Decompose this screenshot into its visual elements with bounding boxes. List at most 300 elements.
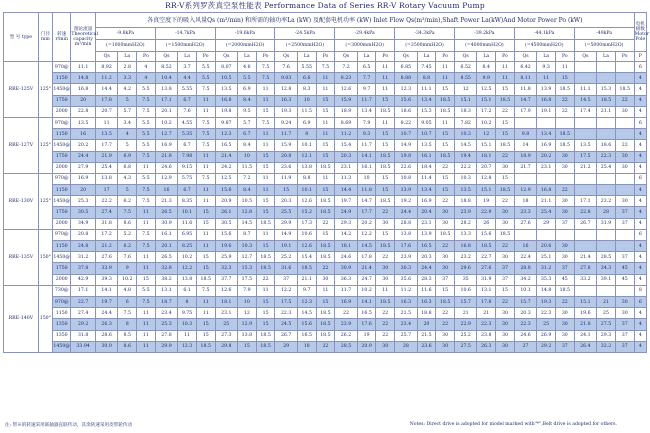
value-cell: 14.1	[95, 285, 117, 296]
header-vacuum: -19.6kPa	[215, 28, 275, 40]
value-cell: 7.5	[196, 129, 215, 140]
header-sub: Po	[615, 52, 634, 62]
value-cell: 11	[436, 62, 455, 73]
value-cell: 5.7	[118, 106, 137, 117]
value-cell: 4	[634, 263, 646, 274]
value-cell: 45	[615, 274, 634, 285]
speed-cell: 2000	[53, 162, 71, 173]
value-cell: 15.1	[477, 95, 496, 106]
model-cell: RRE-130V	[4, 173, 39, 229]
table-row	[4, 151, 647, 162]
value-cell: 18.5	[316, 196, 335, 207]
value-cell: 8.6	[118, 341, 137, 352]
value-cell: 30	[555, 162, 574, 173]
value-cell: 12.1	[297, 151, 316, 162]
value-cell	[574, 241, 596, 252]
header-sub: La	[178, 52, 197, 62]
value-cell: 17.3	[297, 218, 316, 229]
value-cell: 30	[555, 319, 574, 330]
value-cell: 28.8	[514, 263, 536, 274]
value-cell: 6.8	[118, 162, 137, 173]
value-cell: 23.1	[417, 218, 436, 229]
value-cell: 13.8	[95, 173, 117, 184]
header-vacuum: -44.1kPa	[514, 28, 574, 40]
value-cell: 31.8	[95, 218, 117, 229]
value-cell: 37	[555, 218, 574, 229]
header-motor-pole: 电机 极数 Motor Pole	[634, 13, 646, 52]
value-cell: 22	[615, 95, 634, 106]
value-cell: 11	[137, 341, 156, 352]
value-cell: 18.5	[256, 330, 275, 341]
value-cell: 15	[196, 330, 215, 341]
value-cell: 26.5	[155, 207, 177, 218]
value-cell: 18.1	[477, 151, 496, 162]
value-cell: 25.4	[537, 207, 556, 218]
value-cell: 15	[256, 162, 275, 173]
value-cell: 15.6	[297, 319, 316, 330]
value-cell: 12.8	[238, 207, 257, 218]
table-row	[4, 129, 647, 140]
value-cell: 10.3	[454, 129, 476, 140]
value-cell: 7.5	[137, 196, 156, 207]
value-cell: 15	[436, 140, 455, 151]
header-sub: Qs	[574, 52, 596, 62]
value-cell: 26.2	[335, 330, 357, 341]
value-cell: 22	[376, 319, 395, 330]
value-cell: 22.2	[95, 196, 117, 207]
capacity-cell: 20	[71, 185, 96, 196]
value-cell: 12.9	[238, 319, 257, 330]
value-cell: 7.9	[357, 117, 376, 128]
value-cell: 18.5	[436, 229, 455, 240]
value-cell: 11	[137, 263, 156, 274]
value-cell: 23.1	[335, 162, 357, 173]
value-cell: 5.55	[297, 62, 316, 73]
performance-table	[3, 12, 647, 353]
value-cell: 22	[496, 296, 515, 307]
value-cell	[574, 117, 596, 128]
value-cell: 21	[597, 296, 616, 307]
model-cell: RRE-125V	[4, 62, 39, 118]
value-cell: 36.3	[335, 274, 357, 285]
value-cell: 18.5	[555, 140, 574, 151]
value-cell: 22.8	[574, 207, 596, 218]
value-cell: 22	[436, 196, 455, 207]
header-mmh2o: (=5000mmH2O)	[574, 40, 634, 52]
capacity-cell: 20.2	[71, 140, 96, 151]
value-cell: 18.5	[436, 95, 455, 106]
value-cell: 10.1	[178, 207, 197, 218]
value-cell: 30	[436, 330, 455, 341]
value-cell: 18.6	[597, 140, 616, 151]
value-cell: 6.9	[238, 84, 257, 95]
value-cell: 11	[256, 173, 275, 184]
value-cell: 11	[137, 330, 156, 341]
header-mmh2o: (=2500mmH2O)	[275, 40, 335, 52]
value-cell: 30	[496, 308, 515, 319]
table-row	[4, 241, 647, 252]
value-cell: 10.3	[178, 319, 197, 330]
value-cell: 15.6	[477, 229, 496, 240]
table-row	[4, 285, 647, 296]
value-cell: 11.7	[357, 95, 376, 106]
value-cell: 37	[496, 274, 515, 285]
value-cell: 11	[436, 73, 455, 84]
value-cell: 19.6	[574, 308, 596, 319]
value-cell: 30	[436, 252, 455, 263]
value-cell: 22	[316, 263, 335, 274]
value-cell: 18.5	[436, 151, 455, 162]
value-cell: 5.35	[178, 129, 197, 140]
header-sub: Qs	[335, 52, 357, 62]
value-cell: 7.5	[137, 106, 156, 117]
value-cell	[555, 229, 574, 240]
value-cell: 37.7	[215, 274, 237, 285]
speed-cell: 1150	[53, 185, 71, 196]
capacity-cell: 20	[71, 95, 96, 106]
value-cell: 30	[496, 162, 515, 173]
value-cell: 15.6	[215, 229, 237, 240]
value-cell: 10.5	[238, 196, 257, 207]
capacity-cell: 17.1	[71, 285, 96, 296]
value-cell: 18.5	[256, 218, 275, 229]
value-cell: 25.4	[95, 162, 117, 173]
value-cell: 30	[316, 274, 335, 285]
value-cell: 16.5	[215, 140, 237, 151]
value-cell: 18.1	[335, 241, 357, 252]
value-cell: 30	[615, 151, 634, 162]
value-cell: 4	[137, 73, 156, 84]
value-cell	[615, 285, 634, 296]
value-cell: 34.3	[597, 263, 616, 274]
value-cell: 21.8	[574, 319, 596, 330]
value-cell	[615, 229, 634, 240]
value-cell: 12.2	[178, 263, 197, 274]
header-sub: Po	[555, 52, 574, 62]
value-cell: 4	[634, 241, 646, 252]
value-cell: 15.4	[297, 252, 316, 263]
value-cell: 7.7	[357, 73, 376, 84]
value-cell: 22	[436, 241, 455, 252]
value-cell: 11	[555, 62, 574, 73]
value-cell: 32.3	[215, 263, 237, 274]
value-cell: 15.2	[297, 207, 316, 218]
header-vacuum: -9.8kPa	[95, 28, 155, 40]
value-cell: 21.9	[95, 151, 117, 162]
value-cell: 10.1	[514, 285, 536, 296]
value-cell: 6	[118, 296, 137, 307]
value-cell: 14.1	[357, 151, 376, 162]
table-row	[4, 218, 647, 229]
value-cell: 11.5	[297, 106, 316, 117]
value-cell: 25.5	[275, 207, 297, 218]
value-cell: 22.9	[477, 207, 496, 218]
header-sub: La	[238, 52, 257, 62]
value-cell: 18.5	[256, 341, 275, 352]
value-cell: 10.2	[178, 252, 197, 263]
value-cell: 11	[196, 95, 215, 106]
value-cell: 30	[496, 330, 515, 341]
value-cell: 19.3	[537, 296, 556, 307]
value-cell: 10.7	[417, 129, 436, 140]
port-cell: 125°	[38, 173, 52, 229]
value-cell: 18.9	[514, 151, 536, 162]
value-cell: 20.1	[155, 241, 177, 252]
value-cell: 12.3	[178, 341, 197, 352]
value-cell: 15	[436, 84, 455, 95]
value-cell: 18.5	[555, 84, 574, 95]
value-cell: 15	[496, 285, 515, 296]
value-cell: 22.3	[275, 308, 297, 319]
value-cell: 22	[436, 162, 455, 173]
header-condition-title: 各真空度下的吸入风量Qs (m³/min) 和所需的轴功率La (kW) 及配套电机功率 (kW) Inlet Flow Qs(m³/min),Shaft Power La(kW)And Motor Power Po (kW)	[95, 13, 634, 28]
value-cell: 23.6	[417, 341, 436, 352]
value-cell: 17.1	[574, 196, 596, 207]
value-cell: 22.2	[454, 162, 476, 173]
capacity-cell: 29.2	[71, 319, 96, 330]
header-vacuum: -29.4kPa	[335, 28, 395, 40]
value-cell: 5	[118, 185, 137, 196]
value-cell: 22.3	[597, 151, 616, 162]
value-cell: 11.8	[514, 84, 536, 95]
value-cell: 27.6	[477, 263, 496, 274]
value-cell: 20.3	[275, 196, 297, 207]
value-cell: 21.4	[357, 263, 376, 274]
value-cell: 15	[196, 218, 215, 229]
value-cell: 15	[196, 252, 215, 263]
value-cell	[597, 285, 616, 296]
value-cell: 18.9	[335, 106, 357, 117]
value-cell: 15	[436, 173, 455, 184]
value-cell: 21.1	[297, 274, 316, 285]
value-cell: 30	[376, 274, 395, 285]
value-cell: 30.9	[155, 218, 177, 229]
value-cell: 12.7	[238, 252, 257, 263]
capacity-cell: 30.5	[71, 207, 96, 218]
header-sub: Po	[256, 52, 275, 62]
value-cell: 22	[436, 308, 455, 319]
value-cell: 15	[376, 129, 395, 140]
header-sub: La	[417, 52, 436, 62]
header-sub: La	[597, 52, 616, 62]
value-cell: 9.3	[537, 62, 556, 73]
speed-cell: 970@	[53, 229, 71, 240]
value-cell: 11	[196, 241, 215, 252]
value-cell: 4	[634, 151, 646, 162]
value-cell: 27.8	[574, 263, 596, 274]
value-cell: 11	[316, 285, 335, 296]
value-cell: 19.7	[95, 296, 117, 307]
header-mmh2o: (=3500mmH2O)	[395, 40, 455, 52]
speed-cell: 1450@	[53, 252, 71, 263]
capacity-cell: 31.8	[71, 330, 96, 341]
value-cell: 11	[196, 196, 215, 207]
value-cell: 5.2	[118, 229, 137, 240]
value-cell: 15	[376, 95, 395, 106]
value-cell: 5.5	[137, 117, 156, 128]
capacity-cell: 16.9	[71, 173, 96, 184]
value-cell: 12.8	[275, 84, 297, 95]
value-cell: 22.3	[477, 319, 496, 330]
value-cell: 15.7	[514, 296, 536, 307]
value-cell: 13.5	[574, 140, 596, 151]
header-sub: La	[357, 52, 376, 62]
value-cell: 11	[196, 296, 215, 307]
value-cell: 18.5	[316, 319, 335, 330]
speed-cell: 1450@	[53, 341, 71, 352]
value-cell: 15.4	[335, 140, 357, 151]
header-vacuum: -39.2kPa	[454, 28, 514, 40]
value-cell: 5.55	[178, 84, 197, 95]
value-cell: 12.3	[395, 84, 417, 95]
value-cell: 18.3	[454, 106, 476, 117]
value-cell	[574, 62, 596, 73]
value-cell: 11	[137, 162, 156, 173]
value-cell: 15	[256, 319, 275, 330]
value-cell	[514, 117, 536, 128]
value-cell: 15	[238, 341, 257, 352]
value-cell: 10.3	[238, 241, 257, 252]
value-cell: 9.03	[275, 73, 297, 84]
value-cell: 11.4	[417, 173, 436, 184]
value-cell: 15	[436, 285, 455, 296]
value-cell: 30	[555, 330, 574, 341]
value-cell: 15.3	[597, 84, 616, 95]
value-cell: 18.8	[454, 196, 476, 207]
value-cell: 25.1	[537, 252, 556, 263]
value-cell: 30	[555, 308, 574, 319]
port-cell: 125°	[38, 117, 52, 173]
value-cell: 24.1	[574, 330, 596, 341]
value-cell: 5.5	[137, 84, 156, 95]
value-cell: 21.4	[215, 151, 237, 162]
value-cell: 18.5	[376, 196, 395, 207]
value-cell: 11	[256, 185, 275, 196]
capacity-cell: 24.8	[71, 241, 96, 252]
value-cell: 8.88	[395, 73, 417, 84]
value-cell: 12	[477, 129, 496, 140]
value-cell: 3.4	[118, 117, 137, 128]
value-cell: 22	[555, 185, 574, 196]
value-cell: 4.55	[178, 117, 197, 128]
header-vacuum: -49kPa	[574, 28, 634, 40]
value-cell	[615, 117, 634, 128]
value-cell: 37	[555, 341, 574, 352]
value-cell: 30	[555, 151, 574, 162]
value-cell: 19.1	[275, 241, 297, 252]
value-cell: 9.24	[275, 117, 297, 128]
value-cell: 16.9	[417, 196, 436, 207]
value-cell: 30	[436, 218, 455, 229]
value-cell: 14.8	[537, 285, 556, 296]
value-cell: 24.4	[417, 263, 436, 274]
value-cell: 4	[634, 106, 646, 117]
value-cell: 7.5	[196, 84, 215, 95]
value-cell: 11	[316, 73, 335, 84]
value-cell: 16.5	[297, 330, 316, 341]
value-cell	[514, 229, 536, 240]
value-cell: 4.3	[118, 173, 137, 184]
value-cell: 29.9	[155, 341, 177, 352]
value-cell: 28.2	[454, 218, 476, 229]
value-cell: 13.8	[297, 162, 316, 173]
value-cell: 8.6	[118, 218, 137, 229]
value-cell: 13.8	[178, 274, 197, 285]
value-cell	[615, 129, 634, 140]
value-cell: 14.4	[335, 185, 357, 196]
value-cell: 16.9	[335, 296, 357, 307]
value-cell: 24.6	[335, 252, 357, 263]
value-cell: 14.5	[357, 241, 376, 252]
value-cell: 30.3	[395, 263, 417, 274]
value-cell: 11	[196, 162, 215, 173]
value-cell: 15	[436, 129, 455, 140]
value-cell: 18.5	[555, 285, 574, 296]
value-cell: 29.3	[597, 330, 616, 341]
value-cell: 12.6	[215, 285, 237, 296]
value-cell: 12.3	[215, 129, 237, 140]
value-cell: 12	[454, 84, 476, 95]
value-cell: 11	[316, 173, 335, 184]
value-cell: 18.5	[316, 252, 335, 263]
header-mmh2o: (=1500mmH2O)	[155, 40, 215, 52]
header-sub: Qs	[454, 52, 476, 62]
value-cell: 7.2	[238, 173, 257, 184]
model-cell: RRE-140V	[4, 285, 39, 352]
value-cell: 23.9	[335, 319, 357, 330]
header-sub: La	[477, 52, 496, 62]
table-row	[4, 296, 647, 307]
value-cell: 13.3	[454, 229, 476, 240]
header-model: 型 号 type	[4, 13, 39, 62]
value-cell: 18.5	[376, 162, 395, 173]
value-cell: 15.1	[477, 185, 496, 196]
value-cell: 30	[615, 162, 634, 173]
value-cell: 25.3	[155, 319, 177, 330]
speed-cell: 970@	[53, 62, 71, 73]
value-cell: 17.7	[95, 140, 117, 151]
table-row	[4, 62, 647, 73]
value-cell: 29.9	[275, 218, 297, 229]
value-cell: 10.2	[477, 117, 496, 128]
speed-cell: 1750	[53, 207, 71, 218]
value-cell: 15	[196, 319, 215, 330]
value-cell: 13.8	[155, 84, 177, 95]
value-cell: 24.4	[395, 207, 417, 218]
value-cell: 18.5	[496, 229, 515, 240]
value-cell: 4	[634, 341, 646, 352]
value-cell: 29	[537, 218, 556, 229]
value-cell: 30	[615, 296, 634, 307]
value-cell: 7.98	[178, 151, 197, 162]
value-cell: 32.8	[155, 263, 177, 274]
value-cell: 18.5	[436, 106, 455, 117]
value-cell: 2.8	[118, 62, 137, 73]
value-cell: 8.69	[335, 117, 357, 128]
value-cell: 16	[514, 241, 536, 252]
value-cell: 22.7	[477, 252, 496, 263]
value-cell: 26.4	[574, 341, 596, 352]
value-cell: 45	[555, 274, 574, 285]
value-cell: 7.2	[335, 62, 357, 73]
speed-cell: 2000	[53, 218, 71, 229]
value-cell: 15	[256, 241, 275, 252]
value-cell: 26.7	[574, 218, 596, 229]
value-cell: 13.4	[417, 185, 436, 196]
value-cell: 8.92	[95, 62, 117, 73]
value-cell: 29.2	[537, 341, 556, 352]
value-cell: 11	[137, 319, 156, 330]
